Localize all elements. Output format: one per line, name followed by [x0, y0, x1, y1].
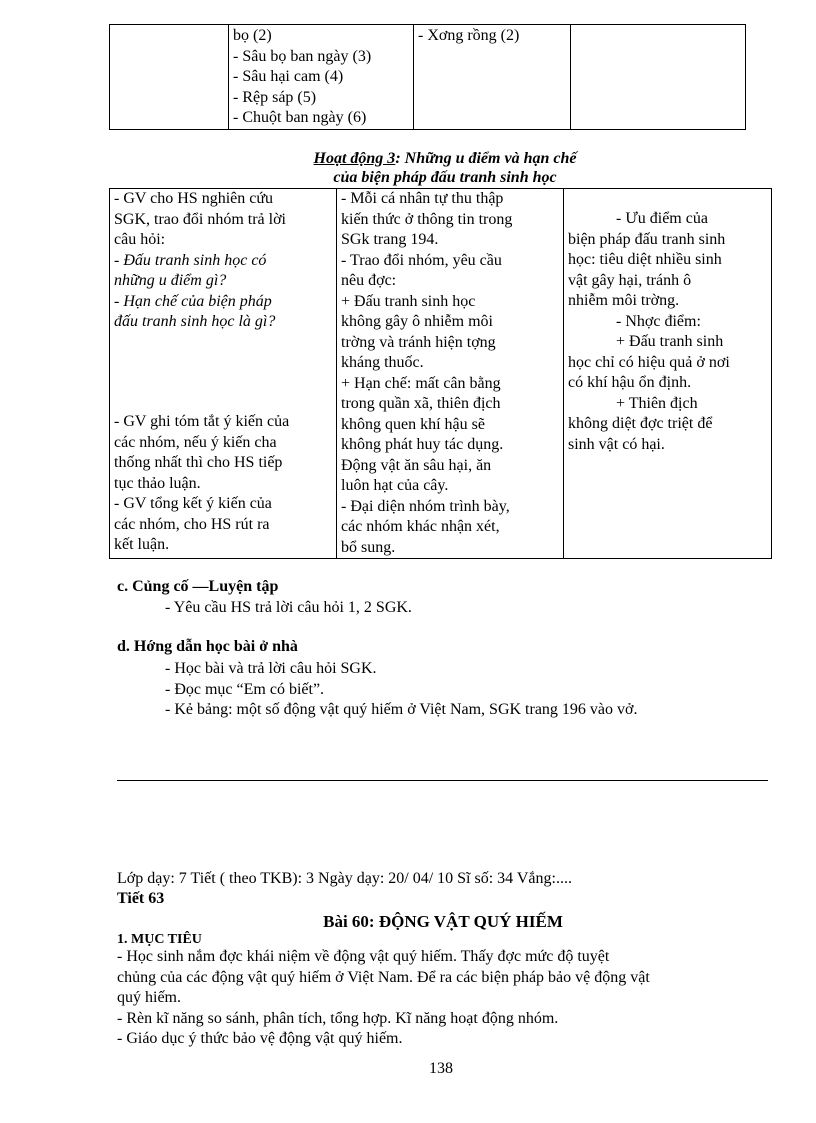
section-d-heading: d. Hớng dẫn học bài ở nhà	[117, 638, 298, 655]
question-line: những u điểm gì?	[114, 272, 227, 289]
objective-line: quý hiếm.	[117, 989, 181, 1006]
section-c-item: - Yêu cầu HS trả lời câu hỏi 1, 2 SGK.	[165, 599, 412, 616]
top-table-col3	[414, 25, 571, 130]
student-line: bổ sung.	[341, 538, 396, 556]
teacher-line: - GV ghi tóm tắt ý kiến của	[114, 413, 290, 430]
lesson-number: Tiết 63	[117, 890, 165, 907]
teacher-line: các nhóm, cho HS rút ra	[114, 515, 270, 533]
content-line: không diệt đợc triệt để	[568, 415, 713, 432]
table-line: - Chuột ban ngày (6)	[233, 109, 367, 126]
objective-line: - Học sinh nắm đợc khái niệm về động vật quý hiếm. Thấy đợc mức độ tuyệt	[117, 948, 610, 965]
page-number: 138	[429, 1060, 453, 1077]
teacher-line: các nhóm, nếu ý kiến cha	[114, 433, 277, 451]
student-line: nêu đợc:	[341, 272, 397, 289]
top-table-col2	[229, 25, 414, 130]
objective-line: - Rèn kĩ năng so sánh, phân tích, tổng hợp. Kĩ năng hoạt động nhóm.	[117, 1009, 559, 1027]
student-line: SGk trang 194.	[341, 231, 439, 248]
student-line: trong quần xã, thiên địch	[341, 395, 501, 412]
divider	[117, 780, 768, 781]
content-line: - Nhợc điểm:	[616, 312, 701, 330]
content-line: vật gây hại, tránh ô	[568, 271, 692, 289]
teacher-line: tục thảo luận.	[114, 474, 201, 492]
top-table-col4	[571, 25, 746, 130]
table-line: - Sâu hại cam (4)	[233, 68, 344, 85]
content-line: biện pháp đấu tranh sinh	[568, 230, 726, 248]
activity-heading	[0, 149, 816, 187]
activity-title: : Những u điểm và hạn chế	[395, 150, 577, 167]
teacher-line: câu hỏi:	[114, 231, 166, 248]
question-line: - Hạn chế của biện pháp	[114, 292, 272, 310]
content-line: có khí hậu ổn định.	[568, 374, 692, 391]
table-line: bọ (2)	[233, 27, 272, 44]
question-line: - Đấu tranh sinh học có	[114, 251, 267, 269]
lesson-title: Bài 60: ĐỘNG VẬT QUÝ HIẾM	[323, 912, 563, 931]
student-line: + Đấu tranh sinh học	[341, 292, 476, 310]
student-line: - Mỗi cá nhân tự thu thập	[341, 190, 504, 207]
teacher-column	[110, 189, 337, 559]
content-line: nhiễm môi trờng.	[568, 292, 680, 309]
lesson-info: Lớp dạy: 7 Tiết ( theo TKB): 3 Ngày dạy: 20/ 04/ 10 Sĩ số: 34 Vắng:....	[117, 870, 572, 887]
teacher-line: - GV tổng kết ý kiến của	[114, 495, 272, 512]
activity-title-line2: của biện pháp đấu tranh sinh học	[333, 169, 557, 186]
content-line: - Ưu điểm của	[616, 210, 708, 227]
teacher-line: kết luận.	[114, 536, 170, 553]
student-line: không quen khí hậu sẽ	[341, 415, 485, 433]
table-line: - Sâu bọ ban ngày (3)	[233, 47, 372, 65]
objective-line: chủng của các động vật quý hiếm ở Việt Nam. Để ra các biện pháp bảo vệ động vật	[117, 968, 650, 986]
teacher-line: thống nhất thì cho HS tiếp	[114, 454, 283, 471]
student-column	[337, 189, 564, 559]
section-c-heading: c. Củng cố —Luyện tập	[117, 578, 279, 595]
activity-table	[109, 188, 772, 559]
content-line: + Thiên địch	[616, 394, 698, 412]
student-line: Động vật ăn sâu hại, ăn	[341, 456, 492, 474]
content-line: + Đấu tranh sinh	[616, 333, 724, 350]
student-line: các nhóm khác nhận xét,	[341, 518, 500, 535]
content-line: sinh vật có hại.	[568, 435, 665, 453]
objectives-heading: 1. MỤC TIÊU	[117, 932, 202, 947]
student-line: luôn hạt của cây.	[341, 477, 449, 494]
student-line: - Trao đổi nhóm, yêu cầu	[341, 251, 502, 269]
student-line: không gây ô nhiễm môi	[341, 313, 493, 330]
teacher-line: - GV cho HS nghiên cứu	[114, 190, 274, 207]
question-line: đấu tranh sinh học là gì?	[114, 313, 276, 330]
content-line: học: tiêu diệt nhiều sinh	[568, 251, 722, 268]
list-item: - Đọc mục “Em có biết”.	[165, 680, 325, 698]
list-item: - Kẻ bảng: một số động vật quý hiếm ở Việt Nam, SGK trang 196 vào vở.	[165, 701, 638, 718]
top-table	[109, 24, 746, 130]
student-line: trờng và tránh hiện tợng	[341, 333, 496, 351]
student-line: kiến thức ở thông tin trong	[341, 210, 513, 228]
content-line: học chỉ có hiệu quả ở nơi	[568, 353, 730, 371]
table-line: - Rệp sáp (5)	[233, 88, 317, 106]
student-line: + Hạn chế: mất cân bằng	[341, 374, 501, 392]
top-table-col1	[110, 25, 229, 130]
content-column	[564, 189, 772, 559]
list-item: - Học bài và trả lời câu hỏi SGK.	[165, 660, 377, 677]
section-d-list	[165, 659, 638, 721]
table-line: - Xơng rồng (2)	[418, 27, 520, 44]
teacher-line: SGK, trao đổi nhóm trả lời	[114, 210, 286, 228]
student-line: - Đại diện nhóm trình bày,	[341, 497, 510, 515]
objectives-list	[117, 947, 650, 1050]
objective-line: - Giáo dục ý thức bảo vệ động vật quý hiếm.	[117, 1030, 403, 1047]
student-line: kháng thuốc.	[341, 354, 424, 371]
student-line: không phát huy tác dụng.	[341, 436, 504, 453]
activity-label: Hoạt động 3	[313, 150, 396, 167]
